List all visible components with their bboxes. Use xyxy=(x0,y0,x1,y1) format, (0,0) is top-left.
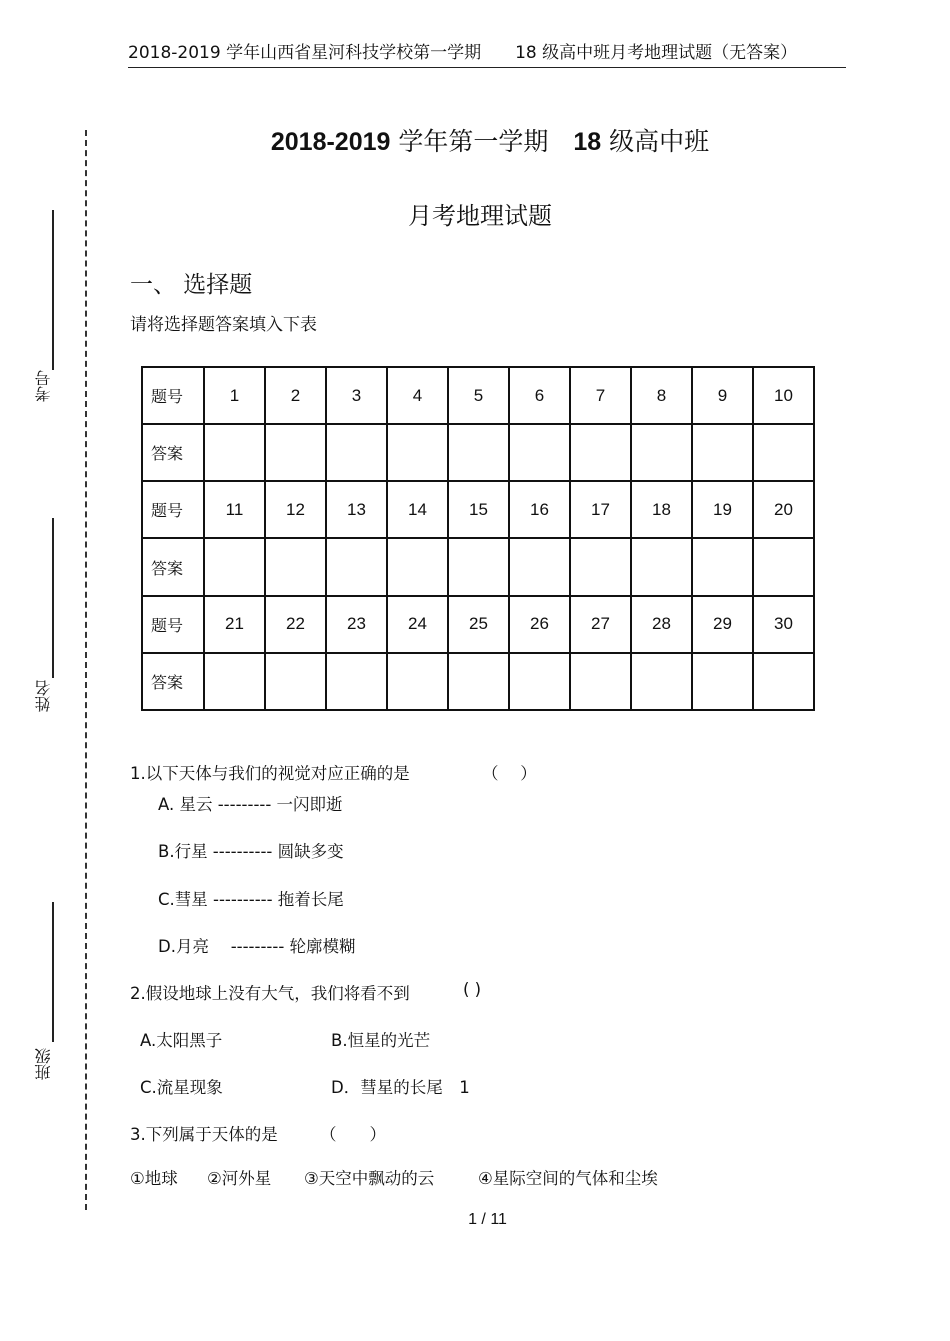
question-2 xyxy=(130,980,482,1004)
q2-option-b: B.恒星的光芒 xyxy=(331,1031,431,1050)
question-number-cell: 1 xyxy=(204,367,265,424)
answer-cell[interactable] xyxy=(753,424,814,481)
exam-title-line1 xyxy=(0,122,950,158)
question-number-row xyxy=(142,596,814,653)
section-instruction: 请将选择题答案填入下表 xyxy=(130,315,317,335)
q1-option-d: D.月亮 --------- 轮廓模糊 xyxy=(158,937,356,956)
question-number-cell: 25 xyxy=(448,596,509,653)
answer-cell[interactable] xyxy=(387,653,448,710)
title-term: 学年第一学期 xyxy=(390,127,574,156)
question-number-label: 题号 xyxy=(142,367,204,424)
q3-stem: 3.下列属于天体的是 xyxy=(130,1125,278,1144)
class-line xyxy=(52,902,54,1042)
header-rule xyxy=(128,67,846,68)
question-number-cell: 2 xyxy=(265,367,326,424)
answer-cell[interactable] xyxy=(326,653,387,710)
answer-label: 答案 xyxy=(142,653,204,710)
answer-cell[interactable] xyxy=(570,538,631,595)
section-heading: 一、 选择题 xyxy=(130,272,253,298)
question-number-cell: 22 xyxy=(265,596,326,653)
question-number-cell: 5 xyxy=(448,367,509,424)
answer-cell[interactable] xyxy=(631,653,692,710)
answer-cell[interactable] xyxy=(509,424,570,481)
q2-paren: ( ) xyxy=(463,980,482,999)
q3-paren: （ ） xyxy=(320,1125,386,1144)
question-3 xyxy=(130,1121,386,1145)
question-number-cell: 19 xyxy=(692,481,753,538)
answer-cell[interactable] xyxy=(631,424,692,481)
answer-label: 答案 xyxy=(142,424,204,481)
question-number-cell: 10 xyxy=(753,367,814,424)
page-number: 1 / 11 xyxy=(468,1211,507,1228)
question-number-cell: 26 xyxy=(509,596,570,653)
answer-row xyxy=(142,538,814,595)
answer-cell[interactable] xyxy=(692,538,753,595)
question-number-cell: 16 xyxy=(509,481,570,538)
question-number-row xyxy=(142,481,814,538)
q2-option-c: C.流星现象 xyxy=(140,1078,223,1097)
question-number-cell: 4 xyxy=(387,367,448,424)
answer-label: 答案 xyxy=(142,538,204,595)
question-number-cell: 18 xyxy=(631,481,692,538)
exam-number-text: 考号 xyxy=(34,370,53,402)
q3-item-3: ③天空中飘动的云 xyxy=(304,1169,435,1188)
title-grade-num: 18 xyxy=(573,128,602,156)
exam-title-line2: 月考地理试题 xyxy=(408,202,552,230)
answer-cell[interactable] xyxy=(448,424,509,481)
answer-cell[interactable] xyxy=(265,424,326,481)
answer-cell[interactable] xyxy=(326,538,387,595)
name-line xyxy=(52,518,54,678)
answer-cell[interactable] xyxy=(204,538,265,595)
q2-option-d: D．彗星的长尾 1 xyxy=(331,1078,470,1097)
answer-cell[interactable] xyxy=(631,538,692,595)
q1-paren: （ ） xyxy=(482,764,537,783)
answer-cell[interactable] xyxy=(265,538,326,595)
question-number-cell: 24 xyxy=(387,596,448,653)
question-number-cell: 7 xyxy=(570,367,631,424)
question-number-cell: 6 xyxy=(509,367,570,424)
q1-option-a: A. 星云 --------- 一闪即逝 xyxy=(158,795,343,814)
name-text: 姓名 xyxy=(34,680,53,712)
answer-cell[interactable] xyxy=(753,538,814,595)
class-text: 班级 xyxy=(34,1048,53,1080)
question-number-cell: 23 xyxy=(326,596,387,653)
question-number-cell: 28 xyxy=(631,596,692,653)
answer-cell[interactable] xyxy=(387,424,448,481)
question-number-label: 题号 xyxy=(142,481,204,538)
q2-option-a: A.太阳黑子 xyxy=(140,1031,223,1050)
answer-cell[interactable] xyxy=(204,424,265,481)
answer-cell[interactable] xyxy=(204,653,265,710)
q3-item-2: ②河外星 xyxy=(207,1169,272,1188)
question-number-row xyxy=(142,367,814,424)
title-year: 2018-2019 xyxy=(270,128,391,156)
question-number-cell: 8 xyxy=(631,367,692,424)
question-number-cell: 12 xyxy=(265,481,326,538)
answer-cell[interactable] xyxy=(448,653,509,710)
exam-number-line xyxy=(52,210,54,370)
q1-option-c: C.彗星 ---------- 拖着长尾 xyxy=(158,890,344,909)
q2-stem: 2.假设地球上没有大气，我们将看不到 xyxy=(130,984,410,1003)
class-label xyxy=(34,1048,54,1085)
question-number-label: 题号 xyxy=(142,596,204,653)
title-grade: 级高中班 xyxy=(601,127,710,156)
question-number-cell: 11 xyxy=(204,481,265,538)
question-number-cell: 20 xyxy=(753,481,814,538)
q1-option-b: B.行星 ---------- 圆缺多变 xyxy=(158,842,344,861)
question-number-cell: 29 xyxy=(692,596,753,653)
question-number-cell: 21 xyxy=(204,596,265,653)
page-header: 2018-2019 学年山西省星河科技学校第一学期 18 级高中班月考地理试题（无答案） xyxy=(128,43,798,63)
q3-item-1: ①地球 xyxy=(130,1169,178,1188)
question-number-cell: 17 xyxy=(570,481,631,538)
answer-cell[interactable] xyxy=(509,538,570,595)
answer-cell[interactable] xyxy=(326,424,387,481)
exam-number-label xyxy=(34,370,54,407)
question-number-cell: 15 xyxy=(448,481,509,538)
q1-stem: 1.以下天体与我们的视觉对应正确的是 xyxy=(130,764,410,783)
question-number-cell: 14 xyxy=(387,481,448,538)
answer-cell[interactable] xyxy=(692,424,753,481)
answer-row xyxy=(142,653,814,710)
answer-cell[interactable] xyxy=(570,653,631,710)
answer-cell[interactable] xyxy=(509,653,570,710)
question-1 xyxy=(130,760,537,784)
question-number-cell: 13 xyxy=(326,481,387,538)
answer-cell[interactable] xyxy=(753,653,814,710)
question-number-cell: 3 xyxy=(326,367,387,424)
answer-row xyxy=(142,424,814,481)
question-number-cell: 27 xyxy=(570,596,631,653)
answer-table xyxy=(141,366,815,711)
answer-cell[interactable] xyxy=(570,424,631,481)
question-number-cell: 30 xyxy=(753,596,814,653)
q3-item-4: ④星际空间的气体和尘埃 xyxy=(478,1169,658,1188)
answer-cell[interactable] xyxy=(448,538,509,595)
question-number-cell: 9 xyxy=(692,367,753,424)
name-label xyxy=(34,680,54,717)
answer-cell[interactable] xyxy=(265,653,326,710)
answer-cell[interactable] xyxy=(387,538,448,595)
answer-cell[interactable] xyxy=(692,653,753,710)
binding-dashed-line xyxy=(85,130,87,1210)
